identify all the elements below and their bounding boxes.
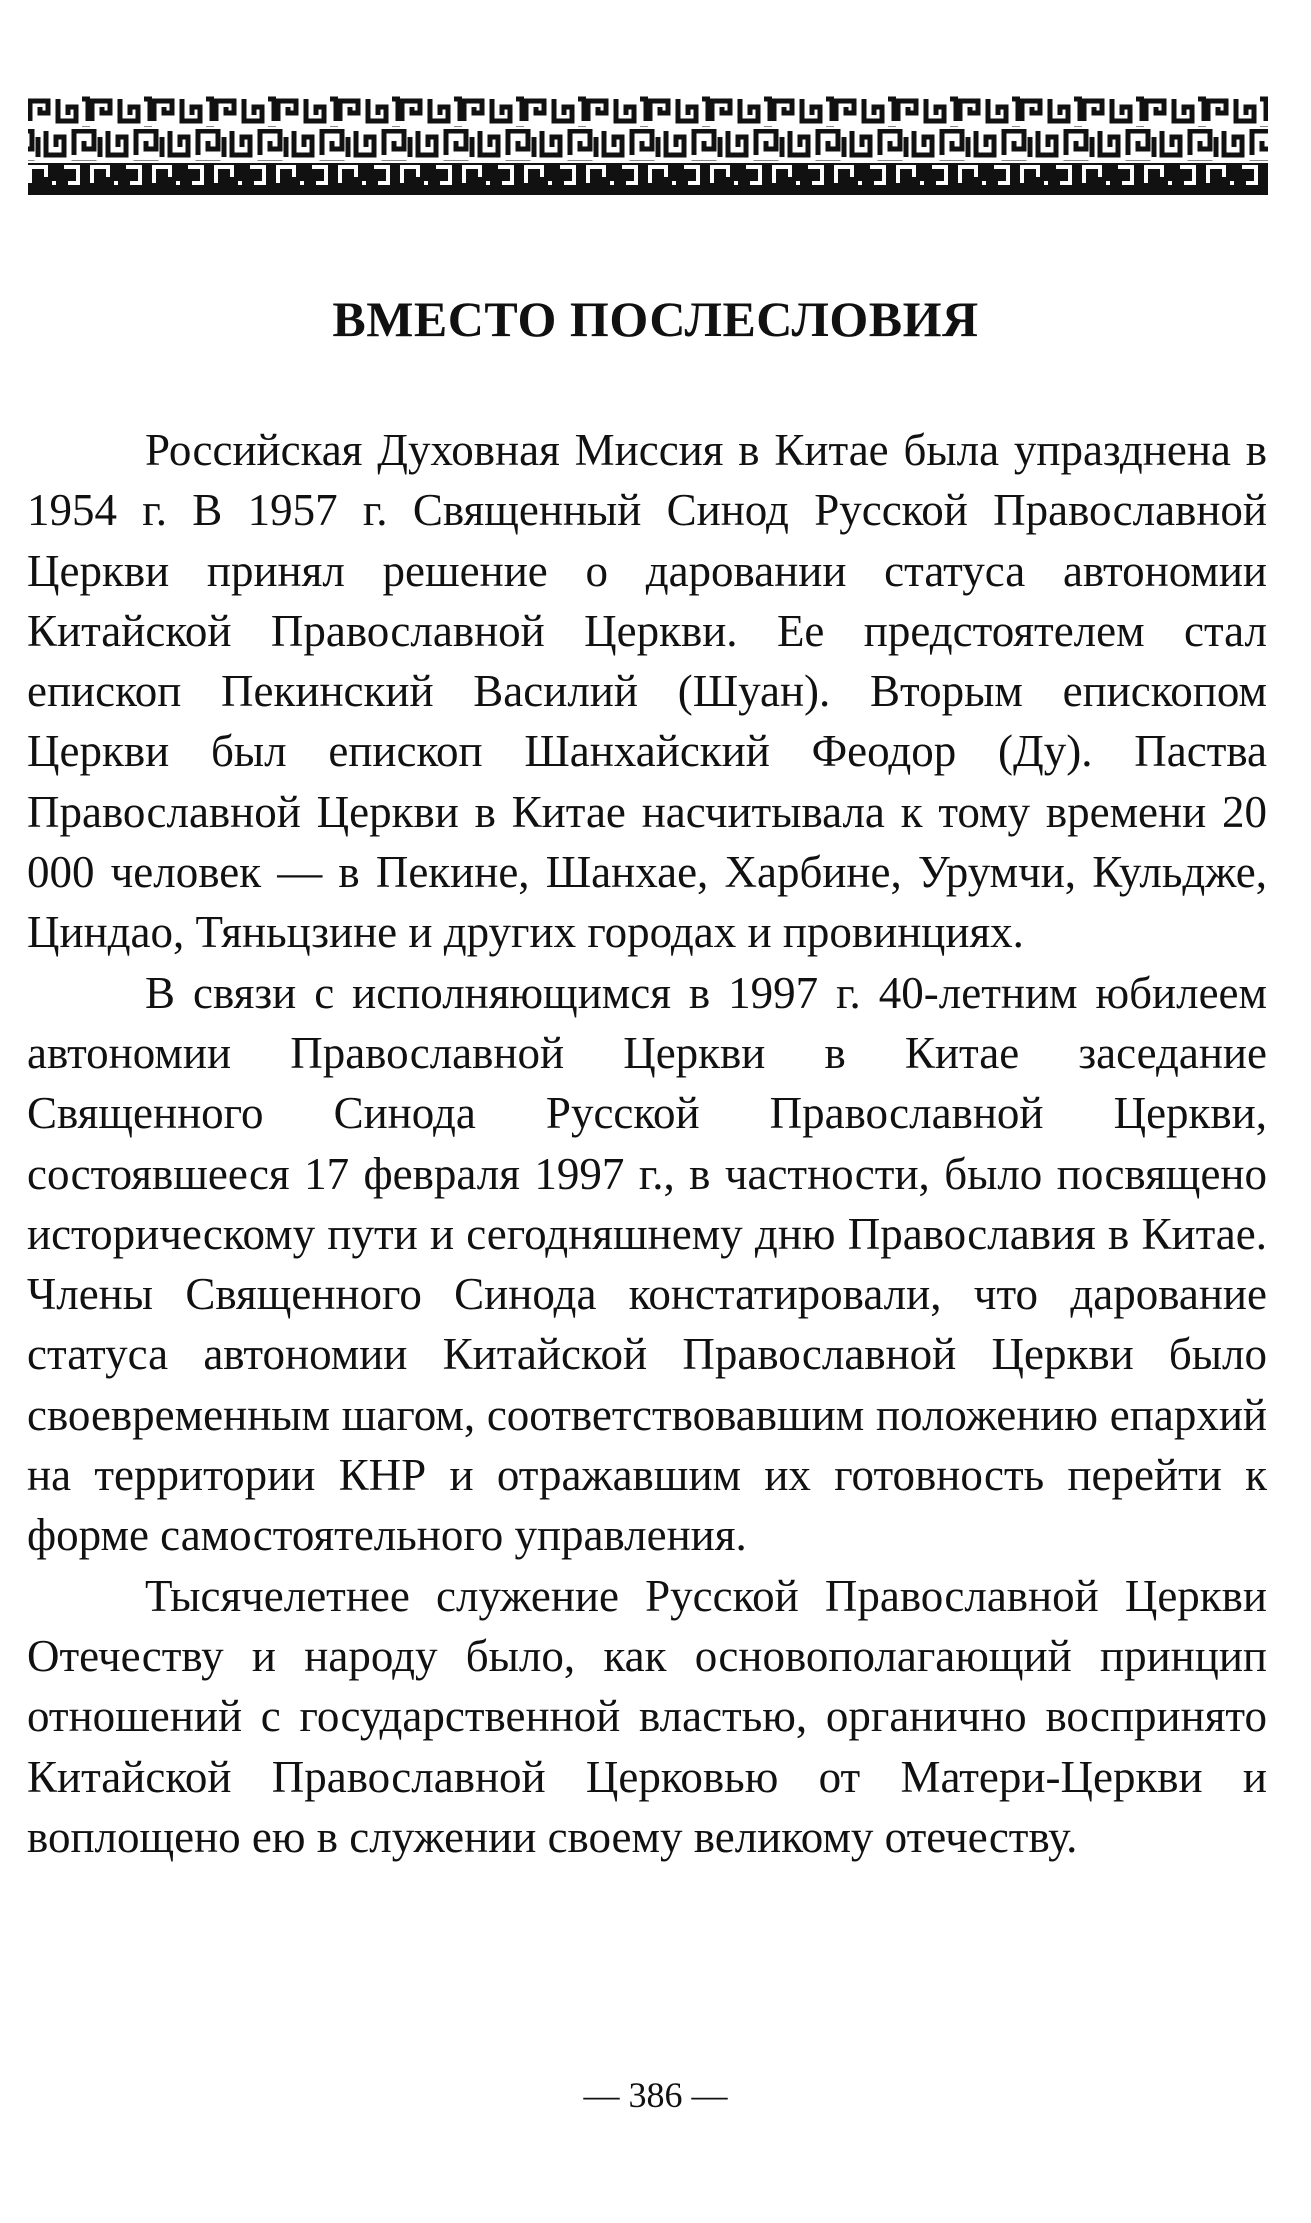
paragraph-1: Российская Духовная Миссия в Китае была упразднена в 1954 г. В 1957 г. Священный Синод Русской Православной Церкви принял решение о даровании статуса автономии Китайской Православной Церкви. Ее предстоятелем стал епископ Пекинский Василий (Шуан). Вторым епископом Церкви был епископ Шанхайский Феодор (Ду). Паства Православной Церкви в Китае насчитывала к тому времени 20 000 человек — в Пекине, Шанхае, Харбине, Урумчи, Кульдже, Циндао, Тяньцзине и других городах и провинциях. bbox=[27, 425, 1267, 958]
body-text bbox=[27, 420, 1267, 1867]
chapter-title: ВМЕСТО ПОСЛЕСЛОВИЯ bbox=[332, 291, 979, 347]
paragraph-2: В связи с исполняющимся в 1997 г. 40-летним юбилеем автономии Православной Церкви в Китае заседание Священного Синода Русской Православной Церкви, состоявшееся 17 февраля 1997 г., в частности, было посвящено историческому пути и сегодняшнему дню Православия в Китае. Члены Священного Синода констатировали, что дарование статуса автономии Китайской Православной Церкви было своевременным шагом, соответствовавшим положению епархий на территории КНР и отражавшим их готовность перейти к форме самостоятельного управления. bbox=[27, 967, 1267, 1561]
page-number: — 386 — bbox=[583, 2075, 728, 2115]
ornamental-header-band bbox=[28, 95, 1268, 195]
paragraph-3: Тысячелетнее служение Русской Православной Церкви Отечеству и народу было, как основополагающий принцип отношений с государственной властью, органично воспринято Китайской Православной Церковью от Матери-Церкви и воплощено ею в служении своему великому отечеству. bbox=[27, 1570, 1267, 1862]
